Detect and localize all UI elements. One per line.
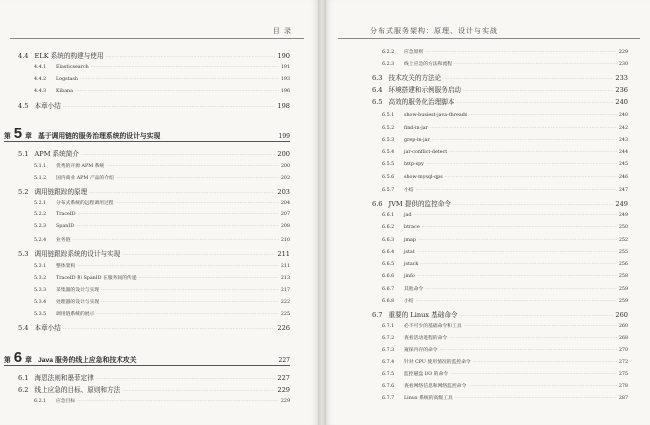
toc-subsection[interactable] (382, 273, 628, 279)
toc-title: JVM 提供的监控命令 (388, 200, 451, 208)
toc-page-number: 225 (280, 312, 290, 317)
toc-subsection[interactable] (382, 224, 628, 230)
toc-subsection[interactable] (382, 48, 628, 55)
toc-number: 4.4.1 (34, 65, 47, 70)
toc-subsection[interactable] (382, 60, 628, 67)
leader-dots (96, 311, 278, 317)
toc-number: 5.2.4 (34, 238, 47, 243)
toc-title: TraceID 和 SpanID 在服务间的传递 (56, 276, 137, 281)
toc-title: 采集器的设计与实现 (56, 288, 100, 293)
chapter-prefix: 第 (4, 357, 11, 364)
toc-page-number: 229 (280, 399, 290, 404)
toc-section[interactable] (18, 148, 290, 158)
toc-title: 小结 (404, 299, 414, 304)
toc-number: 6.6.1 (382, 213, 395, 218)
toc-number: 5.2.3 (34, 224, 47, 229)
toc-title: 查看网络信息和网络监控命令 (404, 384, 467, 389)
toc-page-number: 260 (615, 311, 628, 319)
toc-number: 6.5 (372, 98, 383, 106)
leader-dots (105, 52, 275, 60)
toc-number: 6.5.7 (382, 188, 395, 193)
leader-dots (426, 161, 617, 167)
toc-page-number: 258 (618, 274, 628, 279)
toc-number: 6.2.1 (34, 399, 47, 404)
toc-page-number: 229 (618, 50, 628, 55)
chapter-suffix: 章 (25, 133, 32, 140)
chapter-suffix: 章 (25, 357, 32, 364)
leader-dots (116, 200, 279, 206)
toc-page-number: 268 (618, 336, 628, 341)
toc-page-number: 278 (618, 384, 628, 389)
toc-page-number: 245 (618, 162, 628, 167)
toc-subsection[interactable] (34, 223, 290, 229)
toc-number: 6.6.4 (382, 250, 395, 255)
leader-dots (463, 86, 613, 94)
toc-title: 环境搭建和示例服务启动 (388, 86, 462, 94)
toc-page-number: 217 (280, 288, 290, 293)
toc-section[interactable] (18, 372, 290, 382)
chapter-rule (4, 365, 290, 366)
toc-page-number: 240 (618, 113, 628, 118)
toc-title: 整体架构 (56, 264, 76, 269)
toc-subsection[interactable] (382, 322, 628, 329)
leader-dots (80, 76, 279, 82)
leader-dots (78, 211, 279, 217)
toc-page-number: 222 (280, 300, 290, 305)
toc-page-number: 191 (280, 65, 290, 70)
toc-title: show-mysql-qps (404, 175, 443, 180)
toc-chapter[interactable] (4, 126, 290, 141)
toc-section[interactable] (18, 248, 290, 258)
toc-subsection[interactable] (34, 310, 290, 317)
toc-number: 5.2.1 (34, 201, 47, 206)
leader-dots (91, 64, 279, 70)
toc-number: 6.7.6 (382, 384, 395, 389)
toc-title: 其他命令 (404, 287, 424, 292)
toc-subsection[interactable] (34, 397, 290, 404)
leader-dots (420, 261, 617, 267)
toc-page-number: 255 (618, 250, 628, 255)
toc-section[interactable] (372, 84, 628, 94)
toc-page-number: 236 (615, 86, 628, 94)
chapter-number: 6 (13, 349, 23, 366)
toc-section[interactable] (372, 309, 628, 319)
toc-number: 6.2.3 (382, 62, 395, 67)
toc-section[interactable] (372, 72, 628, 82)
toc-number: 5.2.2 (34, 212, 47, 217)
toc-number: 6.7.2 (382, 336, 395, 341)
toc-title: jmap (404, 238, 416, 243)
toc-number: 5.3.4 (34, 300, 47, 305)
toc-number: 6.5.6 (382, 175, 395, 180)
leader-dots (72, 237, 278, 243)
toc-subsection[interactable] (382, 186, 628, 193)
leader-dots (101, 299, 279, 305)
toc-section[interactable] (18, 50, 290, 60)
toc-subsection[interactable] (382, 249, 628, 255)
toc-number: 6.3 (372, 74, 383, 82)
toc-number: 6.7.7 (382, 396, 395, 401)
toc-title: 重要的 Linux 基础命令 (388, 311, 458, 319)
right-page (326, 0, 650, 425)
toc-number: 5.3.1 (34, 264, 47, 269)
toc-number: 6.6.2 (382, 225, 395, 230)
toc-title: Linux 系统的高级工具 (404, 396, 453, 401)
toc-title: 调用链跟踪系统的设计与实现 (34, 250, 121, 258)
leader-dots (425, 286, 617, 292)
toc-subsection[interactable] (382, 297, 628, 304)
toc-page-number: 252 (618, 238, 628, 243)
toc-number: 5.1.2 (34, 176, 47, 181)
toc-number: 5.3 (18, 250, 29, 258)
leader-dots (417, 249, 617, 255)
toc-subsection[interactable] (34, 174, 290, 181)
toc-page-number: 275 (618, 372, 628, 377)
leader-dots (440, 347, 617, 353)
leader-dots (450, 371, 617, 377)
toc-title: ELK 系统的构建与使用 (34, 52, 104, 60)
toc-page-number: 250 (618, 225, 628, 230)
toc-page-number: 230 (618, 62, 628, 67)
toc-section[interactable] (372, 96, 628, 106)
toc-section[interactable] (372, 198, 628, 208)
toc-page-number: 193 (280, 77, 290, 82)
toc-title: 调用链系统的展示 (56, 312, 95, 317)
toc-page-number: 259 (618, 287, 628, 292)
toc-subsection[interactable] (34, 274, 290, 281)
toc-section[interactable] (18, 322, 290, 332)
toc-title: 本章小结 (34, 102, 61, 110)
toc-title: 查看活动进程的命令 (404, 336, 448, 341)
toc-number: 5.1.1 (34, 164, 47, 169)
toc-page-number: 198 (277, 102, 290, 110)
toc-number: 6.6.6 (382, 274, 395, 279)
toc-number: 6.7.1 (382, 324, 395, 329)
leader-dots (416, 187, 617, 193)
toc-title: 海恩法则和墨菲定律 (34, 374, 94, 382)
toc-title: 优秀的开源 APM 系统 (56, 164, 105, 169)
toc-page-number: 210 (280, 238, 290, 243)
toc-page-number: 270 (618, 348, 628, 353)
toc-number: 4.4 (18, 52, 29, 60)
toc-number: 6.1 (18, 374, 29, 382)
toc-title: jstat (404, 250, 415, 255)
toc-page-number: 226 (277, 324, 290, 332)
leader-dots (122, 386, 275, 394)
toc-title: jstack (404, 262, 419, 267)
toc-number: 5.2 (18, 188, 29, 196)
toc-page-number: 246 (618, 175, 628, 180)
leader-dots (460, 311, 614, 319)
toc-section[interactable] (18, 100, 290, 110)
toc-page-number: 233 (615, 74, 628, 82)
toc-title: 线上应急的目标、原则和方法 (34, 386, 121, 394)
chapter-title: 基于调用链的服务治理系统的设计与实现 (37, 133, 161, 140)
toc-title: 应急目标 (56, 399, 76, 404)
toc-title: 应急原则 (404, 50, 424, 55)
toc-title: jinfo (404, 274, 415, 279)
toc-page-number: 247 (618, 188, 628, 193)
leader-dots (418, 237, 617, 243)
toc-number: 6.2.2 (382, 50, 395, 55)
toc-number: 6.5.5 (382, 162, 395, 167)
toc-page-number: 199 (278, 133, 290, 140)
toc-page-number: 211 (277, 250, 290, 258)
toc-subsection[interactable] (382, 237, 628, 243)
leader-dots (473, 359, 617, 365)
toc-page-number: 229 (277, 386, 290, 394)
toc-number: 6.7.3 (382, 348, 395, 353)
toc-title: 分布式系统的远程调用过程 (56, 201, 114, 206)
toc-page-number: 200 (280, 164, 290, 169)
toc-subsection[interactable] (382, 112, 628, 118)
leader-dots (422, 224, 617, 230)
toc-number: 6.6.8 (382, 299, 395, 304)
leader-dots (468, 383, 616, 389)
header-rule (338, 38, 640, 39)
toc-section[interactable] (18, 384, 290, 394)
toc-number: 5.3.2 (34, 276, 47, 281)
toc-page-number: 227 (278, 357, 290, 364)
toc-title: 调用链跟踪的原理 (34, 188, 88, 196)
leader-dots (430, 125, 617, 131)
toc-subsection[interactable] (382, 370, 628, 377)
leader-dots (63, 324, 276, 332)
toc-number: 6.5.4 (382, 150, 395, 155)
toc-page-number: 204 (280, 201, 290, 206)
leader-dots (77, 398, 279, 404)
toc-subsection[interactable] (382, 161, 628, 167)
toc-title: 窥探内存的命令 (404, 348, 438, 353)
toc-page-number: 213 (280, 276, 290, 281)
toc-number: 5.4 (18, 324, 29, 332)
toc-page-number: 208 (280, 224, 290, 229)
toc-page-number: 203 (277, 188, 290, 196)
toc-subsection[interactable] (34, 199, 290, 206)
toc-title: grep-in-jar (404, 138, 430, 143)
toc-page-number: 256 (618, 262, 628, 267)
toc-number: 6.4 (372, 86, 383, 94)
toc-title: 高效的服务化治理脚本 (388, 98, 455, 106)
toc-page-number: 259 (618, 299, 628, 304)
toc-number: 5.1 (18, 150, 29, 158)
toc-subsection[interactable] (382, 358, 628, 365)
toc-title: 小结 (404, 188, 414, 193)
toc-subsection[interactable] (34, 262, 290, 269)
toc-title: show-busiest-java-threads (404, 113, 468, 118)
toc-title: find-in-jar (404, 126, 428, 131)
leader-dots (445, 174, 617, 180)
toc-page-number: 211 (280, 264, 290, 269)
leader-dots (456, 98, 613, 106)
toc-page-number: 249 (618, 213, 628, 218)
toc-subsection[interactable] (382, 346, 628, 353)
toc-number: 6.5.2 (382, 126, 395, 131)
leader-dots (432, 137, 617, 143)
toc-page-number: 240 (615, 98, 628, 106)
leader-dots (63, 102, 276, 110)
toc-subsection[interactable] (34, 162, 290, 169)
leader-dots (75, 88, 279, 94)
chapter-rule (4, 141, 290, 142)
toc-title: APM 系统简介 (34, 150, 79, 158)
left-page (0, 0, 318, 425)
toc-title: 必不可少的基础命令和工具 (404, 324, 462, 329)
leader-dots (139, 275, 279, 281)
toc-subsection[interactable] (34, 236, 290, 243)
chapter-prefix: 第 (4, 133, 11, 140)
running-header: 分布式服务架构：原理、设计与实战 (370, 27, 498, 35)
leader-dots (122, 250, 275, 258)
toc-page-number: 200 (277, 150, 290, 158)
leader-dots (77, 263, 279, 269)
leader-dots (455, 395, 617, 401)
header-rule (10, 38, 304, 39)
toc-subsection[interactable] (34, 88, 290, 94)
toc-subsection[interactable] (382, 285, 628, 292)
toc-number: 4.4.3 (34, 89, 47, 94)
toc-subsection[interactable] (34, 76, 290, 82)
toc-subsection[interactable] (382, 125, 628, 131)
leader-dots (416, 298, 617, 304)
toc-number: 6.7.4 (382, 360, 395, 365)
toc-subsection[interactable] (382, 261, 628, 267)
toc-page-number: 190 (277, 52, 290, 60)
leader-dots (101, 287, 279, 293)
leader-dots (449, 335, 617, 341)
toc-page-number: 202 (280, 176, 290, 181)
leader-dots (449, 149, 617, 155)
toc-subsection[interactable] (382, 334, 628, 341)
toc-number: 6.5.1 (382, 113, 395, 118)
leader-dots (453, 200, 613, 208)
toc-page-number: 242 (618, 126, 628, 131)
toc-title: 技术攻关的方法论 (388, 74, 442, 82)
toc-subsection[interactable] (34, 64, 290, 70)
toc-title: Elasticsearch (56, 65, 89, 70)
toc-number: 6.7.5 (382, 372, 395, 377)
toc-subsection[interactable] (382, 382, 628, 389)
toc-title: Kibana (56, 89, 73, 94)
toc-title: 业务链 (56, 238, 71, 243)
book-gutter (318, 0, 326, 425)
toc-title: http-spy (404, 162, 424, 167)
toc-page-number: 196 (280, 89, 290, 94)
leader-dots (425, 49, 617, 55)
toc-number: 6.5.3 (382, 138, 395, 143)
toc-title: TraceID (56, 212, 76, 217)
leader-dots (454, 61, 617, 67)
toc-subsection[interactable] (382, 137, 628, 143)
toc-title: jar-conflict-detect (404, 150, 448, 155)
leader-dots (96, 374, 276, 382)
toc-page-number: 287 (618, 396, 628, 401)
toc-page-number: 260 (618, 324, 628, 329)
toc-page-number: 272 (618, 360, 628, 365)
leader-dots (81, 150, 275, 158)
toc-page-number: 207 (280, 212, 290, 217)
toc-number: 6.6.3 (382, 238, 395, 243)
toc-chapter[interactable] (4, 350, 290, 365)
toc-title: 国内商业 APM 产品的介绍 (56, 176, 114, 181)
toc-subsection[interactable] (34, 211, 290, 217)
toc-title: 针对 CPU 使用情况的监控命令 (404, 360, 471, 365)
chapter-number: 5 (13, 125, 23, 142)
toc-page-number: 227 (277, 374, 290, 382)
toc-subsection[interactable] (382, 174, 628, 180)
toc-subsection[interactable] (382, 149, 628, 155)
toc-number: 6.6.5 (382, 262, 395, 267)
leader-dots (413, 212, 616, 218)
toc-number: 4.5 (18, 102, 29, 110)
toc-number: 4.4.2 (34, 77, 47, 82)
chapter-title: Java 服务的线上应急和技术攻关 (37, 357, 137, 364)
leader-dots (469, 112, 617, 118)
toc-title: SpanID (56, 224, 75, 229)
toc-number: 6.6 (372, 200, 383, 208)
toc-title: 处理器的设计与实现 (56, 300, 100, 305)
toc-number: 6.7 (372, 311, 383, 319)
toc-title: btrace (404, 225, 420, 230)
leader-dots (106, 163, 279, 169)
running-header: 目 录 (272, 27, 292, 35)
toc-page-number: 243 (618, 138, 628, 143)
leader-dots (464, 323, 617, 329)
toc-number: 5.3.3 (34, 288, 47, 293)
toc-number: 6.2 (18, 386, 29, 394)
toc-title: 线上应急的方法和流程 (404, 62, 452, 67)
leader-dots (443, 74, 613, 82)
leader-dots (89, 188, 275, 196)
toc-subsection[interactable] (34, 298, 290, 305)
toc-subsection[interactable] (34, 286, 290, 293)
toc-title: 本章小结 (34, 324, 61, 332)
toc-number: 5.3.5 (34, 312, 47, 317)
toc-number: 6.6.7 (382, 287, 395, 292)
toc-title: Logstash (56, 77, 78, 82)
toc-section[interactable] (18, 186, 290, 196)
toc-title: 监控磁盘 I/O 的命令 (404, 372, 449, 377)
leader-dots (76, 223, 279, 229)
toc-subsection[interactable] (382, 212, 628, 218)
toc-page-number: 249 (615, 200, 628, 208)
leader-dots (417, 273, 617, 279)
toc-subsection[interactable] (382, 394, 628, 401)
toc-title: jad (404, 213, 412, 218)
toc-page-number: 244 (618, 150, 628, 155)
leader-dots (116, 175, 279, 181)
